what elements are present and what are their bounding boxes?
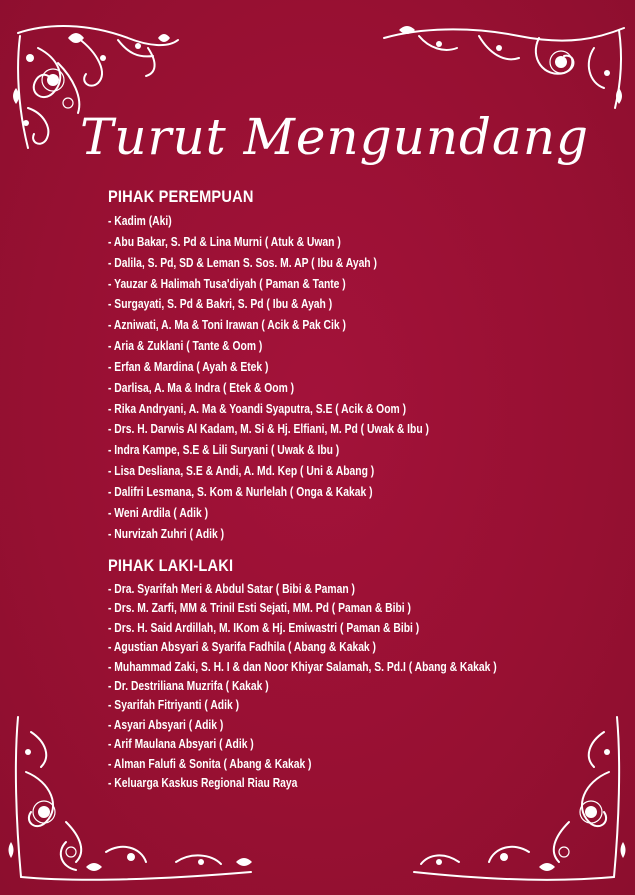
list-item: - Darlisa, A. Ma & Indra ( Etek & Oom ) <box>108 380 295 395</box>
list-item: - Erfan & Mardina ( Ayah & Etek ) <box>108 359 269 374</box>
section-heading-pihak-laki-laki: PIHAK LAKI-LAKI <box>108 556 234 575</box>
list-item: - Dalifri Lesmana, S. Kom & Nurlelah ( Onga & Kakak ) <box>108 484 373 499</box>
list-item: - Yauzar & Halimah Tusa'diyah ( Paman & Tante ) <box>108 276 346 291</box>
list-item: - Asyari Absyari ( Adik ) <box>108 717 224 732</box>
list-item: - Lisa Desliana, S.E & Andi, A. Md. Kep ( Uni & Abang ) <box>108 464 375 479</box>
list-item: - Keluarga Kaskus Regional Riau Raya <box>108 775 298 790</box>
list-item: - Abu Bakar, S. Pd & Lina Murni ( Atuk & Uwan ) <box>108 234 341 249</box>
list-item: - Aria & Zuklani ( Tante & Oom ) <box>108 339 263 354</box>
list-item: - Dalila, S. Pd, SD & Leman S. Sos. M. AP ( Ibu & Ayah ) <box>108 255 377 270</box>
list-item: - Dra. Syarifah Meri & Abdul Satar ( Bibi & Paman ) <box>108 582 355 596</box>
list-item: - Muhammad Zaki, S. H. I & dan Noor Khiyar Salamah, S. Pd.I ( Abang & Kakak ) <box>108 659 497 674</box>
floral-corner-ornament-icon <box>379 18 629 113</box>
list-item: - Kadim (Aki) <box>108 214 172 228</box>
page-title: Turut Mengundang <box>80 108 590 166</box>
list-item: - Rika Andryani, A. Ma & Yoandi Syaputra, S.E ( Acik & Oom ) <box>108 401 407 416</box>
list-item: - Drs. H. Darwis Al Kadam, M. Si & Hj. Elfiani, M. Pd ( Uwak & Ibu ) <box>108 422 429 437</box>
list-item: - Surgayati, S. Pd & Bakri, S. Pd ( Ibu & Ayah ) <box>108 297 333 312</box>
list-item: - Alman Falufi & Sonita ( Abang & Kakak ) <box>108 756 312 771</box>
guest-list-pihak-laki-laki <box>108 580 582 793</box>
list-item: - Syarifah Fitriyanti ( Adik ) <box>108 698 240 713</box>
list-item: - Weni Ardila ( Adik ) <box>108 505 209 520</box>
list-item: - Azniwati, A. Ma & Toni Irawan ( Acik & Pak Cik ) <box>108 318 346 333</box>
list-item: - Arif Maulana Absyari ( Adik ) <box>108 737 254 752</box>
list-item: - Indra Kampe, S.E & Lili Suryani ( Uwak & Ibu ) <box>108 443 340 458</box>
list-item: - Agustian Absyari & Syarifa Fadhila ( Abang & Kakak ) <box>108 640 376 655</box>
list-item: - Nurvizah Zuhri ( Adik ) <box>108 526 225 541</box>
list-item: - Drs. M. Zarfi, MM & Trinil Esti Sejati, MM. Pd ( Paman & Bibi ) <box>108 601 411 616</box>
guest-list-pihak-perempuan <box>108 211 499 545</box>
list-item: - Drs. H. Said Ardillah, M. IKom & Hj. Emiwastri ( Paman & Bibi ) <box>108 620 420 635</box>
section-heading-pihak-perempuan: PIHAK PEREMPUAN <box>108 187 254 206</box>
list-item: - Dr. Destriliana Muzrifa ( Kakak ) <box>108 678 269 693</box>
